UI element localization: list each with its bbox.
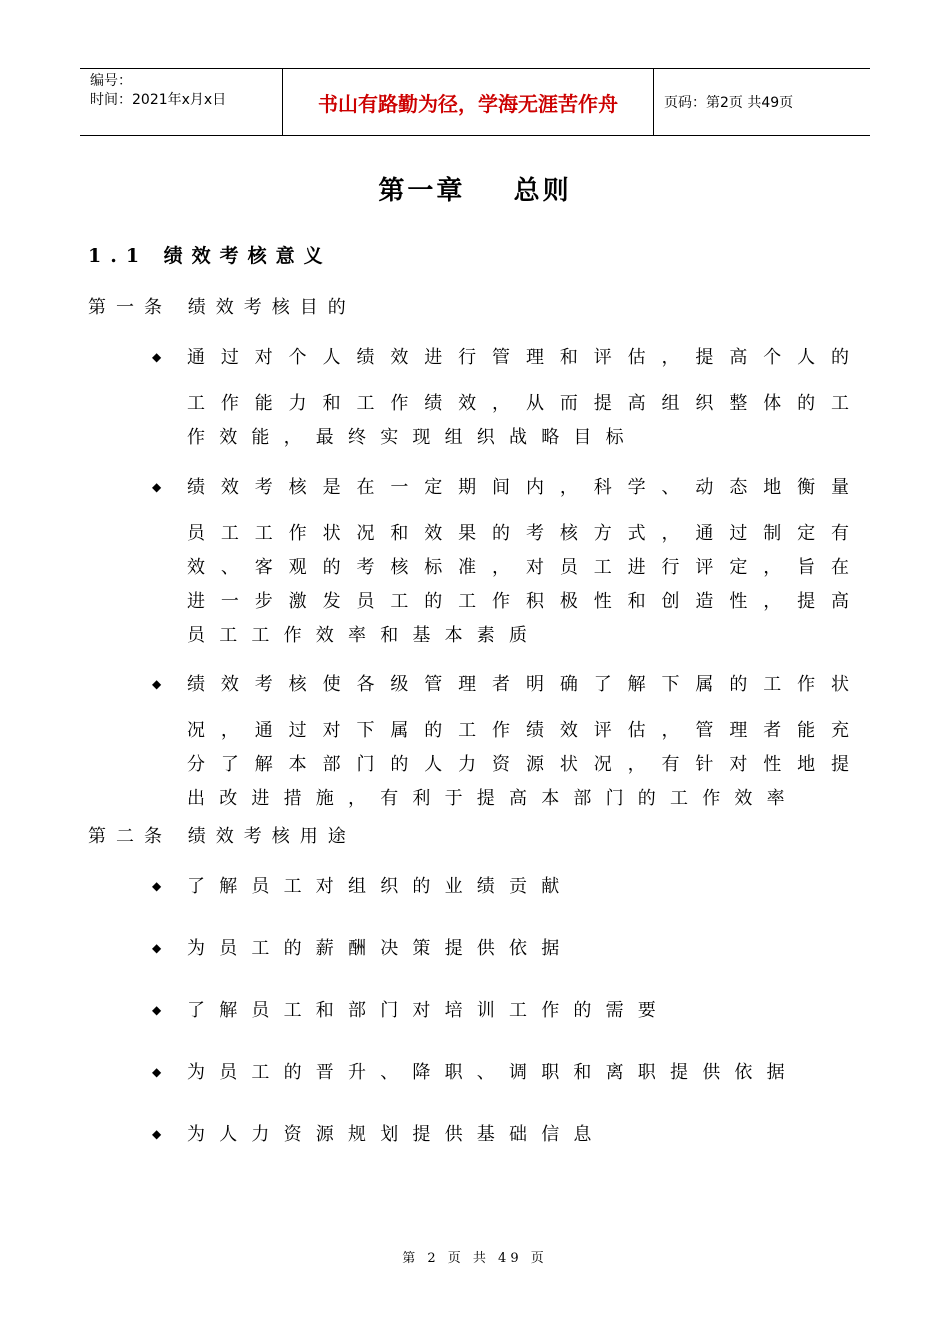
header-motto: 书山有路勤为径，学海无涯苦作舟 [282,69,654,135]
article-2-title: 第二条 绩效考核用途 [88,826,356,847]
bullet-icon: ◆ [152,941,162,955]
article-1-title: 第一条 绩效考核目的 [88,297,356,318]
bullet-line: 效、客观的考核标准，对员工进行评定，旨在 [187,557,849,578]
bullet-line: 绩效考核是在一定期间内，科学、动态地衡量 [187,477,849,498]
list-item: 了解员工和部门对培训工作的需要 [187,1000,670,1021]
page-footer: 第 2 页 共 49 页 [402,1251,548,1266]
list-item: 了解员工对组织的业绩贡献 [187,876,574,897]
bullet-icon: ◆ [152,879,162,893]
bullet-line: 通过对个人绩效进行管理和评估，提高个人的 [187,347,849,368]
bullet-line: 作效能，最终实现组织战略目标 [187,427,638,448]
bullet-icon: ◆ [152,1127,162,1141]
chapter-title: 第一章 总则 [378,176,572,206]
bullet-line: 员工工作效率和基本素质 [187,625,542,646]
list-item: 为人力资源规划提供基础信息 [187,1124,606,1145]
bullet-icon: ◆ [152,677,162,691]
bullet-line: 工作能力和工作绩效，从而提高组织整体的工 [187,393,849,414]
bullet-icon: ◆ [152,480,162,494]
list-item: 为员工的薪酬决策提供依据 [187,938,574,959]
bullet-icon: ◆ [152,350,162,364]
document-header [80,68,870,136]
bullet-line: 出改进措施，有利于提高本部门的工作效率 [187,788,799,809]
bullet-icon: ◆ [152,1003,162,1017]
bullet-line: 绩效考核使各级管理者明确了解下属的工作状 [187,674,849,695]
list-item: 为员工的晋升、降职、调职和离职提供依据 [187,1062,799,1083]
bullet-line: 员工工作状况和效果的考核方式，通过制定有 [187,523,849,544]
doc-number-label: 编号： [90,73,132,89]
bullet-line: 分了解本部门的人力资源状况，有针对性地提 [187,754,849,775]
section-title: 1.1 绩效考核意义 [88,245,332,267]
header-page-info: 页码：第2页 共49页 [664,95,794,111]
bullet-line: 进一步激发员工的工作积极性和创造性，提高 [187,591,849,612]
doc-date-label: 时间：2021年x月x日 [90,92,227,108]
bullet-icon: ◆ [152,1065,162,1079]
header-meta [80,69,282,135]
bullet-line: 况，通过对下属的工作绩效评估，管理者能充 [187,720,849,741]
